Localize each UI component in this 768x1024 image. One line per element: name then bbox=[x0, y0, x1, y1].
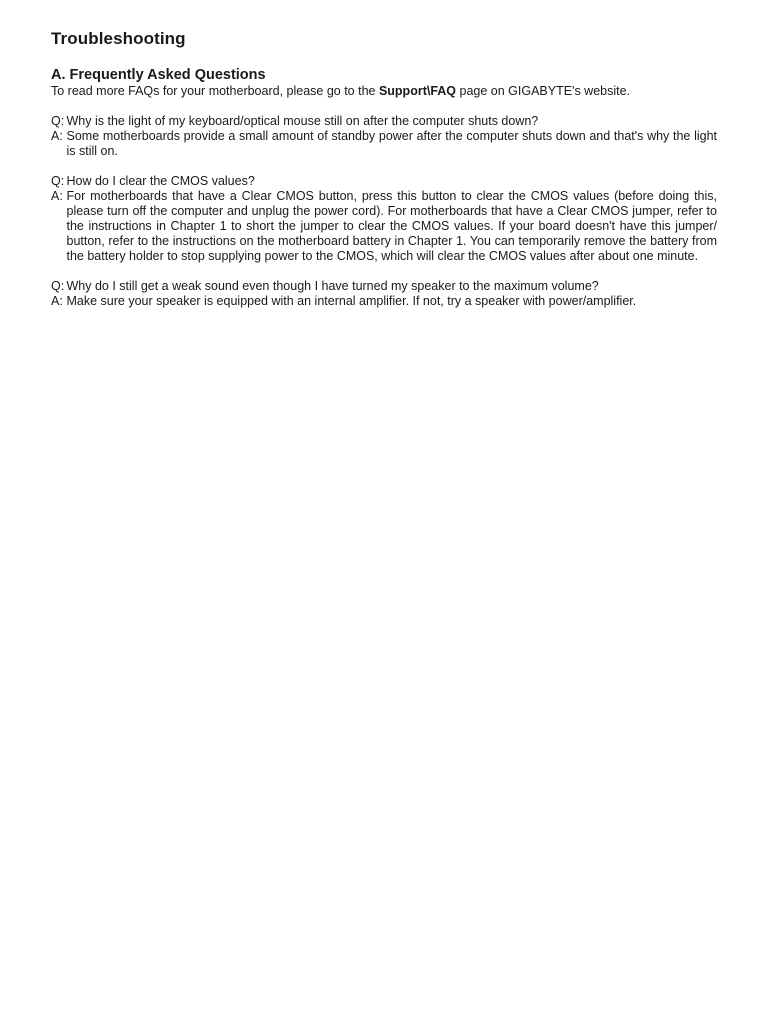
answer-text: Make sure your speaker is equipped with an internal amplifier. If not, try a speaker with power/amplifier. bbox=[66, 294, 637, 308]
intro-text-before: To read more FAQs for your motherboard, please go to the bbox=[51, 84, 379, 98]
answer-prefix: A: bbox=[51, 189, 63, 203]
question-text: How do I clear the CMOS values? bbox=[66, 174, 255, 188]
answer-text: For motherboards that have a Clear CMOS button, press this button to clear the CMOS values (before doing this, please turn off the computer and unplug the power cord). For motherboards that have a Clear CMOS jumper, refer to the instructions in Chapter 1 to short the jumper to clear the CMOS values. If your board doesn't have this jumper/ button, refer to the instructions on the motherboard battery in Chapter 1. You can temporarily remove the battery from the battery holder to stop supplying power to the CMOS, which will clear the CMOS values after about one minute. bbox=[66, 189, 717, 263]
faq-answer bbox=[51, 189, 717, 264]
faq-answer bbox=[51, 129, 717, 159]
answer-prefix: A: bbox=[51, 129, 63, 143]
question-text: Why do I still get a weak sound even though I have turned my speaker to the maximum volume? bbox=[66, 279, 599, 293]
question-prefix: Q: bbox=[51, 114, 65, 128]
page-title: Troubleshooting bbox=[51, 29, 186, 48]
faq-question bbox=[51, 174, 717, 189]
document-page bbox=[51, 28, 717, 309]
section-heading: A. Frequently Asked Questions bbox=[51, 67, 266, 83]
intro-text-after: page on GIGABYTE's website. bbox=[456, 84, 631, 98]
faq-question bbox=[51, 279, 717, 294]
support-faq-label: Support\FAQ bbox=[378, 84, 457, 98]
answer-text: Some motherboards provide a small amount of standby power after the computer shuts down and that's why the light is still on. bbox=[66, 129, 717, 158]
faq-item-2 bbox=[51, 174, 717, 264]
faq-answer bbox=[51, 294, 717, 309]
intro-paragraph bbox=[51, 84, 717, 99]
answer-prefix: A: bbox=[51, 294, 63, 308]
question-text: Why is the light of my keyboard/optical mouse still on after the computer shuts down? bbox=[66, 114, 539, 128]
faq-item-3 bbox=[51, 279, 717, 309]
question-prefix: Q: bbox=[51, 279, 65, 293]
faq-item-1 bbox=[51, 114, 717, 159]
faq-question bbox=[51, 114, 717, 129]
question-prefix: Q: bbox=[51, 174, 65, 188]
